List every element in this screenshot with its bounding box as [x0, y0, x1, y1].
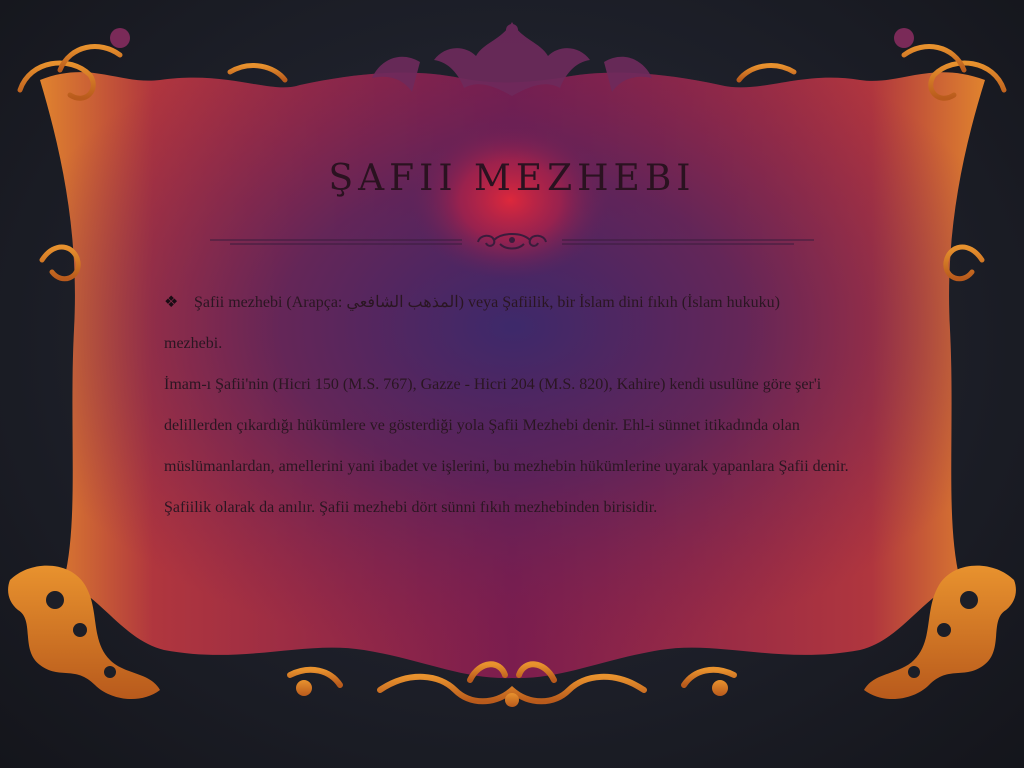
slide-title: ŞAFII MEZHEBI	[328, 158, 696, 199]
bullet-paragraph	[164, 282, 854, 323]
slide-body	[164, 282, 854, 528]
paragraph-line-1: Şafii mezhebi (Arapça: المذهب الشافعي) veya Şafiilik, bir İslam dini fıkıh (İslam hukuku)	[194, 294, 780, 311]
scroll-flourish-icon	[0, 228, 1024, 256]
paragraph-line-2: mezhebi.	[164, 335, 223, 352]
four-diamond-bullet-icon: ❖	[164, 294, 179, 311]
paragraph-body: İmam-ı Şafii'nin (Hicri 150 (M.S. 767), Gazze - Hicri 204 (M.S. 820), Kahire) kendi usulüne göre şer'i delillerden çıkardığı hükümlere ve gösterdiği yola Şafii Mezhebi denir. Ehl-i sünnet itikadında olan müslümanlardan, amellerini yani ibadet ve işlerini, bu mezhebin hükümlerine uyarak yapanlara Şafii denir. Şafiilik olarak da anılır. Şafii mezhebi dört sünni fıkıh mezhebinden birisidir.	[164, 376, 849, 516]
